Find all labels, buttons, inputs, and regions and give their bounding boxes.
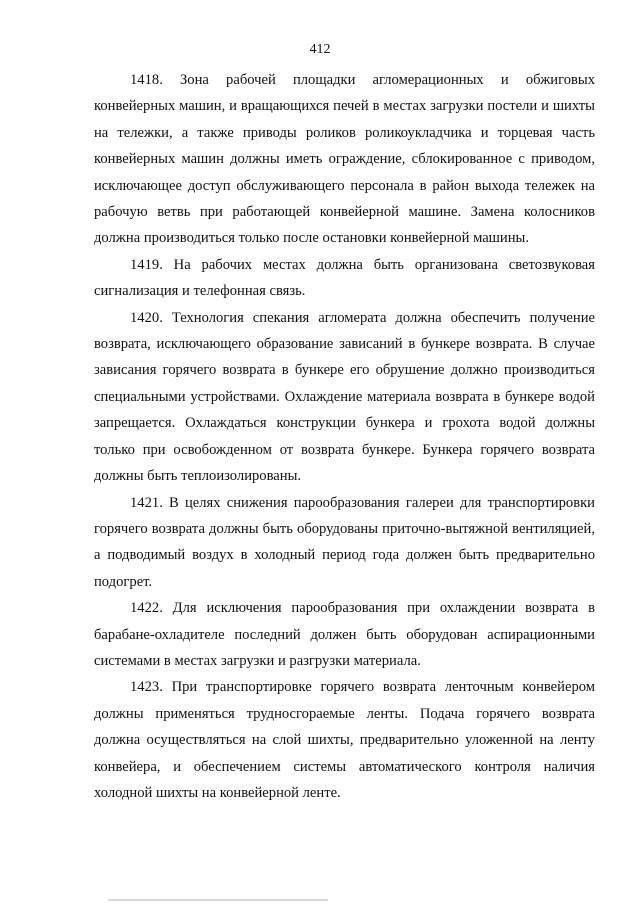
document-body	[94, 67, 595, 806]
paragraph-1423: 1423. При транспортировке горячего возврата ленточным конвейером должны применяться трудносгораемые ленты. Подача горячего возврата должна осуществляться на слой шихты, предварительно уложенной на ленту конвейера, и обеспечением системы автоматического контроля наличия холодной шихты на конвейерной ленте.	[94, 679, 595, 801]
page-number: 412	[309, 42, 331, 57]
paragraph-1420: 1420. Технология спекания агломерата должна обеспечить получение возврата, исключающего образование зависаний в бункере возврата. В случае зависания горячего возврата в бункере его обрушение должно производиться специальными устройствами. Охлаждение материала возврата в бункере водой запрещается. Охлаждаться конструкции бункера и грохота водой должны только при освобожденном от возврата бункере. Бункера горячего возврата должны быть теплоизолированы.	[94, 309, 595, 485]
paragraph-1418: 1418. Зона рабочей площадки агломерационных и обжиговых конвейерных машин, и вращающихся печей в местах загрузки постели и шихты на тележки, а также приводы роликов роликоукладчика и торцевая часть конвейерных машин должны иметь ограждение, сблокированное с приводом, исключающее доступ обслуживающего персонала в район выхода тележек на рабочую ветвь при работающей конвейерной машине. Замена колосников должна производиться только после остановки конвейерной машины.	[94, 72, 595, 247]
scan-edge-line	[108, 899, 328, 901]
paragraph-1419: 1419. На рабочих местах должна быть организована светозвуковая сигнализация и телефонная связь.	[94, 256, 595, 300]
paragraph-1421: 1421. В целях снижения парообразования галереи для транспортировки горячего возврата должны быть оборудованы приточно-вытяжной вентиляцией, а подводимый воздух в холодный период года должен быть предварительно подогрет.	[94, 494, 595, 590]
paragraph-1422: 1422. Для исключения парообразования при охлаждении возврата в барабане-охладителе последний должен быть оборудован аспирационными системами в местах загрузки и разгрузки материала.	[94, 600, 595, 669]
